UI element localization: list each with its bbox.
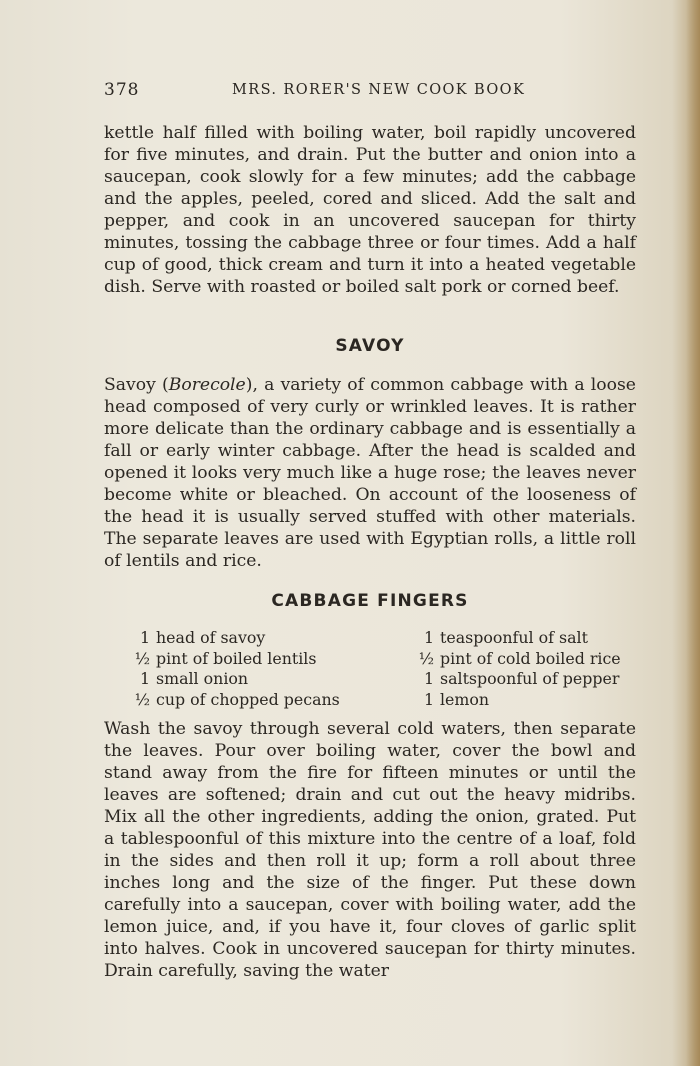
savoy-text-rest: ), a variety of common cabbage with a loose head composed of very curly or wrinkled leaves. It is rather more delicate than the ordinary cabbage and is essentially a fall or early winter cabbage. After the head is scalded and opened it looks very much like a huge rose; the leaves never become white or bleached. On account of the looseness of the head it is usually served stuffed with other materials. The separate leaves are used with Egyptian rolls, a little roll of lentils and rice. xyxy=(104,375,636,571)
ingredient-qty: ½ xyxy=(134,689,150,709)
ingredient-qty: ½ xyxy=(134,648,150,668)
ingredient-qty: ½ xyxy=(418,648,434,668)
savoy-heading: SAVOY xyxy=(335,336,405,356)
ingredient-name: lemon xyxy=(440,689,490,709)
ingredient-qty: 1 xyxy=(139,628,150,647)
ingredient-item xyxy=(410,628,621,649)
ingredient-qty: 1 xyxy=(423,689,434,709)
ingredient-name: head of savoy xyxy=(156,628,266,647)
savoy-italic-term: Borecole xyxy=(168,375,246,395)
page-edge xyxy=(686,0,700,1066)
ingredient-name: teaspoonful of salt xyxy=(440,628,588,647)
ingredient-qty: 1 xyxy=(423,628,434,647)
ingredient-item xyxy=(126,649,340,670)
ingredient-qty: 1 xyxy=(139,669,150,688)
savoy-text-start: Savoy ( xyxy=(104,375,169,395)
ingredient-name: saltspoonful of pepper xyxy=(440,669,620,688)
ingredients-list xyxy=(104,628,636,716)
ingredient-name: pint of cold boiled rice xyxy=(440,648,621,668)
ingredient-item xyxy=(126,690,340,711)
ingredient-name: small onion xyxy=(156,669,249,688)
cabbage-fingers-heading: CABBAGE FINGERS xyxy=(271,591,469,611)
ingredient-name: pint of boiled lentils xyxy=(156,648,317,668)
ingredients-left-column xyxy=(126,628,340,710)
ingredient-name: cup of chopped pecans xyxy=(156,689,340,709)
intro-paragraph: kettle half filled with boiling water, boil rapidly uncovered for five minutes, and drain. Put the butter and onion into a saucepan, cook slowly for a few minutes; add the cabbage and the apples, peeled, cored and sliced. Add the salt and pepper, and cook in an uncovered saucepan for thirty minutes, tossing the cabbage three or four times. Add a half cup of good, thick cream and turn it into a heated vegetable dish. Serve with roasted or boiled salt pork or corned beef. xyxy=(104,123,636,297)
savoy-paragraph xyxy=(104,374,636,572)
directions-paragraph: Wash the savoy through several cold waters, then separate the leaves. Pour over boiling water, cover the bowl and stand away from the fire for fifteen minutes or until the leaves are softened; drain and cut out the heavy midribs. Mix all the other ingredients, adding the onion, grated. Put a tablespoonful of this mixture into the centre of a loaf, fold in the sides and then roll it up; form a roll about three inches long and the size of the finger. Put these down carefully into a saucepan, cover with boiling water, add the lemon juice, and, if you have it, four cloves of garlic split into halves. Cook in uncovered saucepan for thirty minutes. Drain carefully, saving the water xyxy=(104,719,636,981)
ingredients-right-column xyxy=(410,628,621,710)
ingredient-item xyxy=(410,649,621,670)
ingredient-item xyxy=(126,628,340,649)
running-title: MRS. RORER'S NEW COOK BOOK xyxy=(232,82,526,98)
ingredient-item xyxy=(126,669,340,690)
ingredient-qty: 1 xyxy=(423,669,434,688)
ingredient-item xyxy=(410,690,621,711)
page-number: 378 xyxy=(104,80,140,100)
ingredient-item xyxy=(410,669,621,690)
